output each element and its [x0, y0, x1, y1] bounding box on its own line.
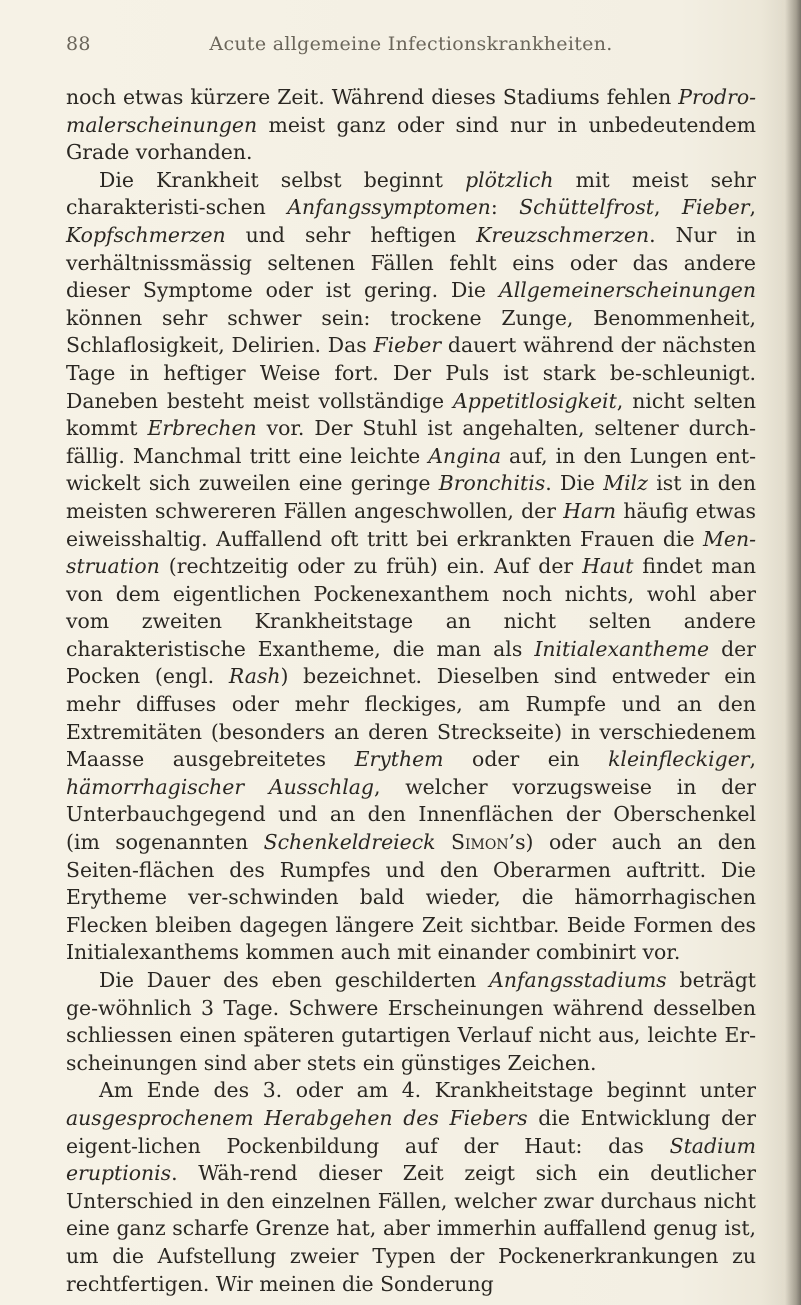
text-run: Die Dauer des eben geschilderten: [99, 968, 490, 992]
emphasized-term: Allgemeinerscheinungen: [498, 278, 756, 303]
emphasized-term: Milz: [603, 471, 648, 496]
emphasized-term: Fieber: [681, 195, 750, 220]
paragraph: [66, 84, 756, 167]
text-run: . Nur in verhältnissmässig seltenen Fällen fehlt eins oder das andere dieser Symptome oder ist gering. Die: [66, 222, 756, 303]
text-run: können sehr schwer sein: trockene Zunge, Benommenheit, Schlaflosigkeit, Delirien. Das: [66, 305, 756, 358]
text-run: findet man von dem eigentlichen Pockenexanthem noch nichts, wohl aber vom zweiten Krankheitstage an nicht selten andere charakteristische Exantheme, die man als: [66, 554, 756, 661]
page-header: [66, 33, 756, 61]
text-run: ,: [653, 195, 682, 220]
text-run: , welcher vorzugsweise in der Unterbauchgegend und an den Innenflächen der Oberschenkel (im sogenannten: [66, 774, 756, 855]
text-run: . Die: [545, 471, 604, 496]
paragraph: [66, 967, 756, 1077]
text-run: dauert während der nächsten Tage in heftiger Weise fort. Der Puls ist stark be-schleunigt. Daneben besteht meist vollständige: [66, 333, 756, 413]
emphasized-term: Fieber: [373, 333, 442, 358]
text-run: Am Ende des 3. oder am 4. Krankheitstage beginnt unter: [99, 1078, 756, 1103]
emphasized-term: Schenkeldreieck: [263, 830, 436, 855]
text-run: ,: [749, 747, 756, 772]
emphasized-term: Kopfschmerzen: [66, 222, 226, 247]
emphasized-term: Men-struation: [66, 526, 756, 579]
text-run: vor. Der Stuhl ist angehalten, seltener durch-fällig. Manchmal tritt eine leichte: [66, 416, 756, 468]
emphasized-term: Anfangsstadiums: [489, 968, 667, 992]
text-run: :: [490, 195, 520, 220]
text-run: ,: [749, 195, 756, 220]
text-run: ist in den meisten schwereren Fällen angeschwollen, der: [66, 471, 757, 523]
emphasized-term: Erbrechen: [147, 416, 257, 441]
running-title: Acute allgemeine Infectionskrankheiten.: [209, 33, 613, 55]
text-run: oder ein: [443, 747, 609, 772]
text-run: [436, 830, 452, 854]
emphasized-term: plötzlich: [465, 167, 554, 192]
text-run: Die Krankheit selbst beginnt: [99, 167, 466, 192]
text-run: . Wäh-rend dieser Zeit zeigt sich ein deutlicher Unterschied in den einzelnen Fällen, welcher zwar durchaus nicht eine ganz scharfe Grenze hat, aber immerhin auffallend genug ist, um die Aufstellung zweier Typen der Pockenerkrankungen zu rechtfertigen. Wir meinen die Sonderung: [66, 1161, 756, 1296]
text-run: mit meist sehr charakteristi-schen: [66, 167, 756, 220]
emphasized-term: ausgesprochenem Herabgehen des Fiebers: [66, 1105, 528, 1130]
text-run: ) bezeichnet. Dieselben sind entweder ein mehr diffuses oder mehr fleckiges, am Rumpfe und an den Extremitäten (besonders an deren Streckseite) in verschiedenem Maasse ausgebreitetes: [66, 664, 756, 772]
page-number: 88: [66, 33, 91, 55]
text-run: , nicht selten kommt: [66, 388, 756, 441]
emphasized-term: Erythem: [354, 747, 444, 772]
emphasized-term: Appetitlosigkeit: [452, 388, 617, 413]
text-run: beträgt ge-wöhnlich 3 Tage. Schwere Erscheinungen während desselben schliessen einen späteren gutartigen Verlauf nicht aus, leichte Er-scheinungen sind aber stets ein günstiges Zeichen.: [66, 968, 756, 1075]
text-run: die Entwicklung der eigent-lichen Pockenbildung auf der Haut: das: [66, 1105, 756, 1158]
paragraph: [66, 1077, 756, 1298]
emphasized-term: Haut: [582, 554, 634, 579]
text-run: und sehr heftigen: [225, 222, 477, 247]
page-edge-shadow: [785, 0, 801, 1305]
paragraph: [66, 167, 756, 967]
text-run: auf, in den Lungen ent-wickelt sich zuweilen eine geringe: [66, 443, 756, 496]
text-run: häufig etwas eiweisshaltig. Auffallend oft tritt bei erkrankten Frauen die: [66, 498, 756, 551]
text-run: ’s) oder auch an den Seiten-flächen des Rumpfes und den Oberarmen auftritt. Die Erytheme ver-schwinden bald wieder, die hämorrhagischen Flecken bleiben dagegen längere Zeit sichtbar. Beide Formen des Initialexanthems kommen auch mit einander combinirt vor.: [66, 830, 757, 965]
emphasized-term: Harn: [563, 498, 617, 523]
emphasized-term: hämorrhagischer Ausschlag: [66, 774, 374, 799]
text-run: (rechtzeitig oder zu früh) ein. Auf der: [159, 554, 583, 579]
emphasized-term: Initialexantheme: [534, 636, 710, 661]
text-run: der Pocken (engl.: [66, 636, 756, 689]
emphasized-term: Anfangssymptomen: [287, 195, 491, 220]
author-name: Simon: [451, 830, 509, 855]
emphasized-term: Prodro-malerscheinungen: [66, 85, 756, 137]
body-text: [66, 84, 756, 1298]
emphasized-term: kleinfleckiger: [608, 747, 750, 772]
emphasized-term: Stadium eruptionis: [66, 1133, 756, 1186]
text-run: noch etwas kürzere Zeit. Während dieses Stadiums fehlen: [66, 85, 679, 109]
emphasized-term: Angina: [428, 443, 501, 468]
emphasized-term: Schüttelfrost: [519, 195, 654, 220]
text-run: meist ganz oder sind nur in unbedeutendem Grade vorhanden.: [66, 112, 756, 165]
emphasized-term: Rash: [228, 664, 281, 689]
emphasized-term: Kreuzschmerzen: [476, 222, 650, 247]
emphasized-term: Bronchitis: [438, 471, 546, 496]
